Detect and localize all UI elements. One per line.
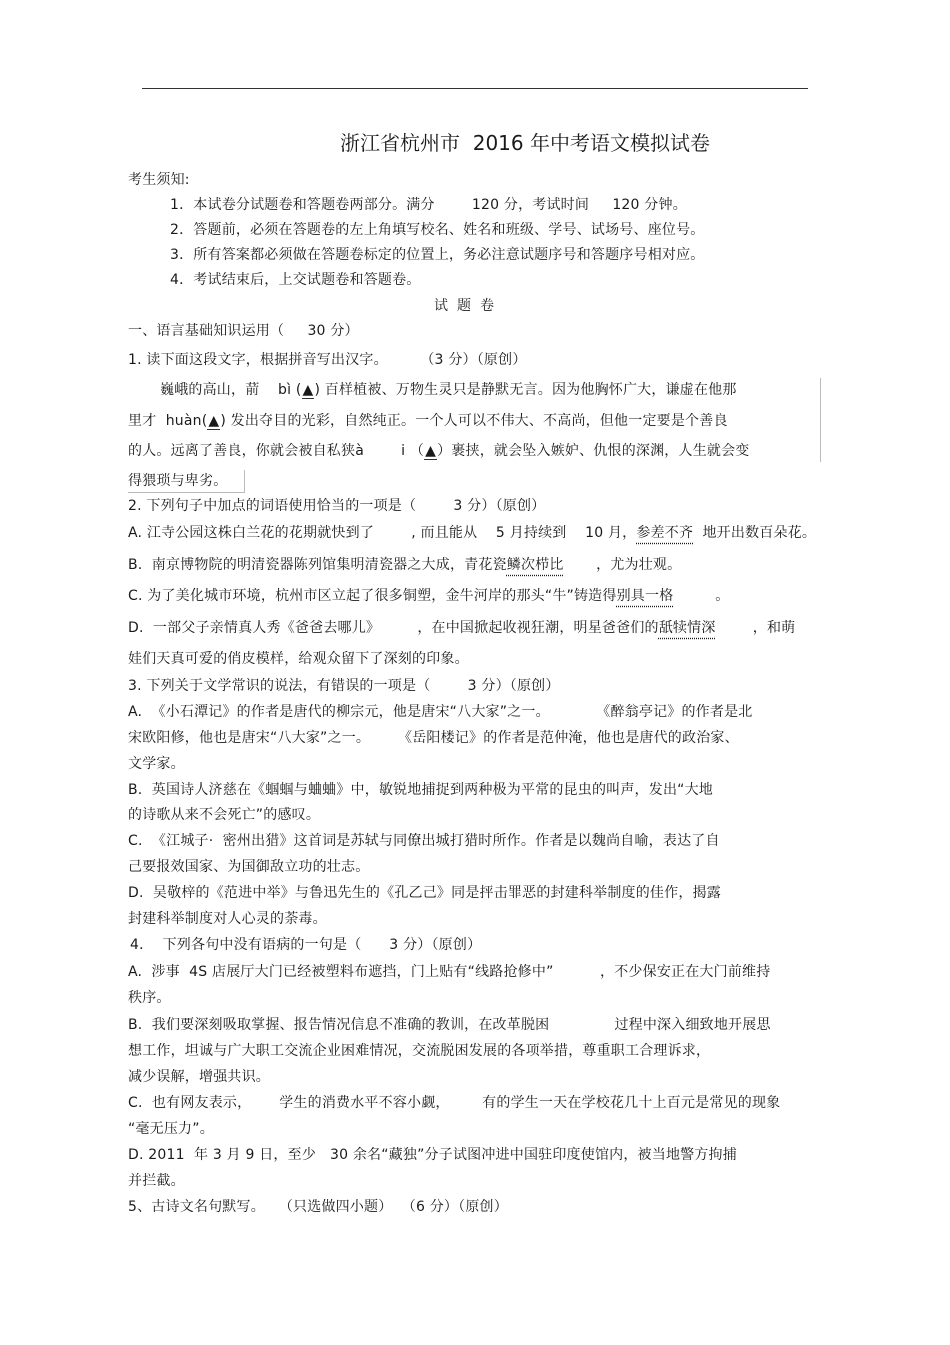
question-4-line: 减少误解，增强共识。: [128, 1069, 270, 1085]
question-3-line: 己要报效国家、为国御敌立功的壮志。: [128, 859, 370, 875]
header-rule: [142, 88, 808, 89]
question-2-stem: 2. 下列句子中加点的词语使用恰当的一项是（ 3 分）（原创）: [128, 498, 546, 514]
question-1-line: 巍峨的高山，葥 bì (▲) 百样植被、万物生灵只是静默无言。因为他胸怀广大，谦虚在他那: [160, 382, 737, 398]
dotted-phrase: 别具一格: [616, 588, 674, 604]
answer-blank-triangle: ▲: [208, 413, 220, 429]
question-4-line: 秩序。: [128, 990, 171, 1006]
question-4-line: A. 涉事 4S 店展厅大门已经被塑料布遮挡，门上贴有“线路抢修中” ，不少保安正在大门前维持: [128, 964, 771, 980]
question-3-line: A. 《小石潭记》的作者是唐代的柳宗元，他是唐宋“八大家”之一。 《醉翁亭记》的作者是北: [128, 704, 753, 720]
dotted-phrase: 鳞次栉比: [506, 557, 564, 573]
dotted-phrase: 参差不齐: [636, 525, 694, 541]
section-heading: 一、语言基础知识运用（ 30 分）: [128, 323, 359, 339]
question-2-option-c: C. 为了美化城市环境，杭州市区立起了很多铜塑，金牛河岸的那头“牛”铸造得别具一格 。: [128, 588, 730, 604]
question-2-option-a: A. 江寺公园这株白兰花的花期就快到了 , 而且能从 5 月持续到 10 月，参差不齐 地开出数百朵花。: [128, 525, 817, 541]
notice-item: 1．本试卷分试题卷和答题卷两部分。满分 120 分，考试时间 120 分钟。: [170, 197, 687, 213]
passage-frame-line: [244, 470, 245, 492]
answer-blank-triangle: ▲: [425, 443, 437, 459]
passage-frame-line: [128, 492, 245, 493]
question-3-stem: 3. 下列关于文学常识的说法，有错误的一项是（ 3 分）（原创）: [128, 678, 560, 694]
answer-blank-triangle: ▲: [302, 382, 314, 398]
page-title: 浙江省杭州市 2016 年中考语文模拟试卷: [340, 131, 710, 155]
question-3-line: B. 英国诗人济慈在《蝈蝈与蛐蛐》中，敏锐地捕捉到两种极为平常的昆虫的叫声，发出“大地: [128, 782, 714, 798]
question-4-line: “毫无压力”。: [128, 1121, 214, 1137]
question-4-line: 并拦截。: [128, 1173, 185, 1189]
question-2-option-b: B. 南京博物院的明清瓷器陈列馆集明清瓷器之大成，青花瓷鳞次栉比 ，尤为壮观。: [128, 557, 682, 573]
question-3-line: 宋欧阳修，他也是唐宋“八大家”之一。 《岳阳楼记》的作者是范仲淹，他也是唐代的政治家、: [128, 730, 739, 746]
question-3-line: 的诗歌从来不会死亡”的感叹。: [128, 807, 321, 823]
question-3-line: D. 吴敬梓的《范进中举》与鲁迅先生的《孔乙己》同是抨击罪恶的封建科举制度的佳作，揭露: [128, 885, 721, 901]
question-2-option-d-cont: 娃们天真可爱的俏皮模样，给观众留下了深刻的印象。: [128, 651, 469, 667]
question-3-line: 文学家。: [128, 756, 185, 772]
question-4-line: B. 我们要深刻吸取掌握、报告情况信息不准确的教训，在改革脱困 过程中深入细致地开展思: [128, 1017, 771, 1033]
notice-item: 3．所有答案都必须做在答题卷标定的位置上，务必注意试题序号和答题序号相对应。: [170, 247, 705, 263]
question-3-line: C. 《江城子· 密州出猎》这首词是苏轼与同僚出城打猎时所作。作者是以魏尚自喻，表达了自: [128, 833, 720, 849]
question-2-option-d: D. 一部父子亲情真人秀《爸爸去哪儿》 ，在中国掀起收视狂潮，明星爸爸们的舐犊情深 ，和萌: [128, 620, 796, 636]
question-4-line: C. 也有网友表示， 学生的消费水平不容小觑， 有的学生一天在学校花几十上百元是常见的现象: [128, 1095, 781, 1111]
notice-item: 2．答题前，必须在答题卷的左上角填写校名、姓名和班级、学号、试场号、座位号。: [170, 222, 705, 238]
question-1-line: 的人。远离了善良，你就会被自私狭à i （▲）裹挟，就会坠入嫉妒、仇恨的深渊，人生就会变: [128, 443, 750, 459]
question-5-stem: 5、古诗文名句默写。 （只选做四小题） （6 分）（原创）: [128, 1199, 508, 1215]
dotted-phrase: 舐犊情深: [658, 620, 716, 636]
notice-heading: 考生须知:: [128, 172, 190, 188]
question-3-line: 封建科举制度对人心灵的荼毒。: [128, 911, 327, 927]
question-4-line: 想工作，坦诚与广大职工交流企业困难情况，交流脱困发展的各项举措，尊重职工合理诉求，: [128, 1043, 711, 1059]
question-4-line: D. 2011 年 3 月 9 日，至少 30 余名“藏独”分子试图冲进中国驻印度使馆内，被当地警方拘捕: [128, 1147, 737, 1163]
question-4-stem: 4． 下列各句中没有语病的一句是（ 3 分）（原创）: [130, 937, 482, 953]
section-subtitle: 试题卷: [434, 298, 503, 314]
passage-frame-line: [820, 378, 821, 462]
notice-item: 4．考试结束后，上交试题卷和答题卷。: [170, 272, 421, 288]
question-1-line: 里才 huàn(▲) 发出夺目的光彩，自然纯正。一个人可以不伟大、不高尚，但他一定要是个善良: [128, 413, 728, 429]
question-1-stem: 1. 读下面这段文字，根据拼音写出汉字。 （3 分）（原创）: [128, 352, 527, 368]
question-1-line: 得猥琐与卑劣。: [128, 473, 228, 489]
